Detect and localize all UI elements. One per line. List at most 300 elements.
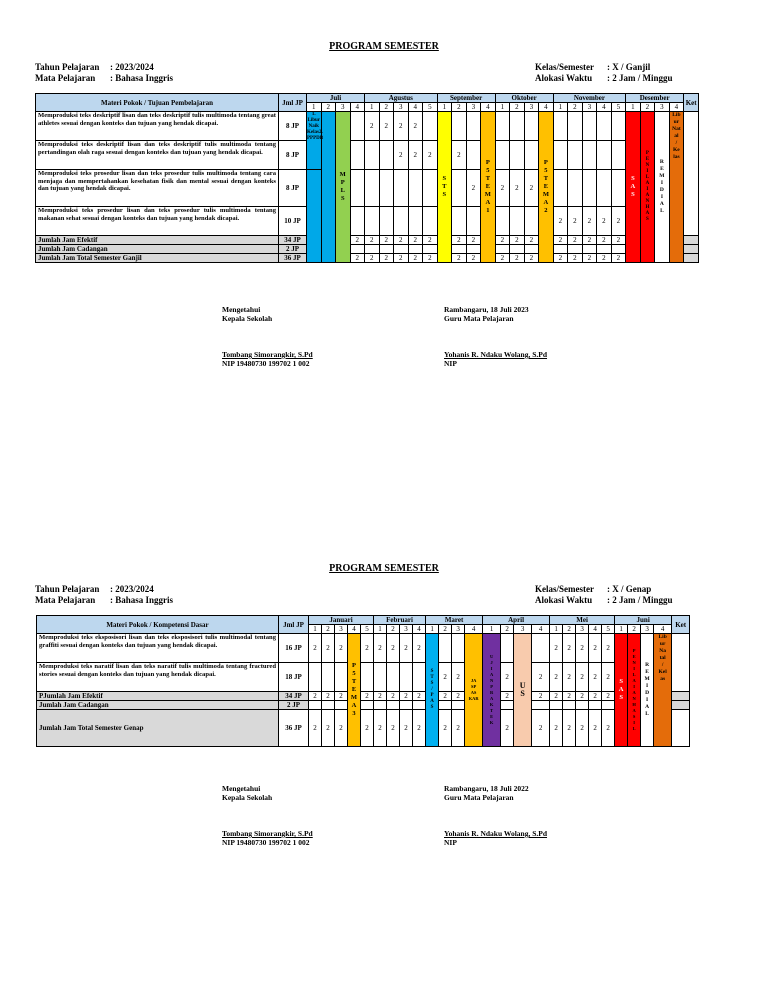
- value-cell: [322, 701, 335, 710]
- value-cell: 2: [602, 663, 615, 692]
- value-cell: [452, 112, 467, 141]
- value-cell: 2: [408, 254, 423, 263]
- value-cell: 2: [452, 663, 465, 692]
- kepala-label: Kepala Sekolah: [222, 314, 273, 323]
- value-cell: 2: [576, 663, 589, 692]
- value-cell: [379, 141, 394, 170]
- value-cell: 2: [550, 663, 563, 692]
- total-label: Jumlah Jam Efektif: [36, 236, 279, 245]
- week-cell: 1: [553, 103, 568, 112]
- value-cell: 2: [563, 634, 576, 663]
- value-cell: 2: [510, 254, 525, 263]
- value-cell: [510, 141, 525, 170]
- value-cell: 2: [361, 634, 374, 663]
- mapel-label: Mata Pelajaran: [35, 73, 96, 83]
- value-cell: [501, 634, 514, 663]
- month-header: Juni: [615, 616, 672, 625]
- value-cell: [408, 207, 423, 236]
- value-cell: [597, 141, 612, 170]
- total-row: [36, 236, 699, 245]
- value-cell: [532, 701, 550, 710]
- week-cell: 2: [321, 103, 336, 112]
- week-cell: 1: [307, 103, 322, 112]
- value-cell: 2: [524, 170, 539, 207]
- row-description: Memproduksi teks prosedur lisan dan teks prosedur tulis multimoda tentang makanan sehat sesuai dengan konteks dan tujuan yang hendak dicapai.: [36, 207, 279, 236]
- page-title-genap: PROGRAM SEMESTER: [329, 563, 439, 574]
- value-cell: [394, 207, 409, 236]
- value-cell: [466, 207, 481, 236]
- value-cell: 2: [532, 710, 550, 747]
- value-cell: [350, 112, 365, 141]
- month-header: Oktober: [495, 94, 553, 103]
- value-cell: 2: [365, 254, 380, 263]
- tahun-label: Tahun Pelajaran: [35, 62, 100, 72]
- alokasi-value: : 2 Jam / Minggu: [607, 73, 673, 83]
- value-cell: [582, 112, 597, 141]
- value-cell: 2: [350, 236, 365, 245]
- value-cell: [374, 701, 387, 710]
- value-cell: [582, 245, 597, 254]
- libur-natal-cell: Lib ur Na tal / Kel as: [654, 634, 672, 747]
- value-cell: 2: [335, 710, 348, 747]
- value-cell: [350, 170, 365, 207]
- value-cell: [466, 245, 481, 254]
- week-cell: 5: [602, 625, 615, 634]
- signature-left-genap: [222, 784, 313, 847]
- value-cell: 2: [379, 112, 394, 141]
- value-cell: [597, 170, 612, 207]
- value-cell: 2: [322, 634, 335, 663]
- alokasi-label: Alokasi Waktu: [535, 595, 593, 605]
- value-cell: [611, 141, 626, 170]
- value-cell: [553, 112, 568, 141]
- value-cell: [501, 701, 514, 710]
- guru-nama: Yohanis R. Ndaku Wolang, S.Pd: [444, 829, 548, 838]
- guru-label: Guru Mata Pelajaran: [444, 793, 514, 802]
- value-cell: [361, 701, 374, 710]
- month-header: September: [437, 94, 495, 103]
- value-cell: 2: [602, 710, 615, 747]
- value-cell: [452, 245, 467, 254]
- value-cell: 2: [576, 710, 589, 747]
- libur-natal-cell: Lib ur Nat al / Ke las: [669, 112, 684, 263]
- value-cell: [532, 634, 550, 663]
- guru-nama: Yohanis R. Ndaku Wolang, S.Pd: [444, 350, 548, 359]
- value-cell: [335, 701, 348, 710]
- week-cell: 5: [423, 103, 438, 112]
- week-cell: 4: [532, 625, 550, 634]
- header-info-left-ganjil: [35, 62, 173, 84]
- value-cell: 2: [394, 112, 409, 141]
- p5-tema3-cell: P 5 T E M A 3: [348, 634, 361, 747]
- week-cell: 4: [408, 103, 423, 112]
- ket-cell: [672, 634, 690, 692]
- week-cell: 5: [611, 103, 626, 112]
- value-cell: 2: [495, 170, 510, 207]
- week-cell: 2: [628, 625, 641, 634]
- value-cell: 2: [394, 236, 409, 245]
- week-cell: 4: [465, 625, 483, 634]
- week-cell: 4: [589, 625, 602, 634]
- value-cell: 2: [553, 254, 568, 263]
- value-cell: 2: [335, 692, 348, 701]
- tahun-label: Tahun Pelajaran: [35, 584, 100, 594]
- row-jp: 10 JP: [279, 207, 307, 236]
- value-cell: [365, 245, 380, 254]
- week-cell: 4: [669, 103, 684, 112]
- p5-tema2-cell: P 5 T E M A 2: [539, 112, 554, 263]
- total-row: [37, 692, 690, 701]
- value-cell: 2: [582, 236, 597, 245]
- value-cell: [322, 663, 335, 692]
- value-cell: [423, 207, 438, 236]
- value-cell: 2: [439, 663, 452, 692]
- value-cell: [553, 141, 568, 170]
- row-description: Memproduksi teks deskriptif lisan dan teks deskriptif tulis multimoda tentang pertandingan olah raga sesuai dengan konteks dan tujuan yang hendak dicapai.: [36, 141, 279, 170]
- value-cell: 2: [387, 692, 400, 701]
- value-cell: 2: [597, 236, 612, 245]
- value-cell: [387, 701, 400, 710]
- week-cell: 3: [394, 103, 409, 112]
- value-cell: [553, 170, 568, 207]
- week-cell: 1: [483, 625, 501, 634]
- month-header: Juli: [307, 94, 365, 103]
- value-cell: 2: [576, 692, 589, 701]
- total-row: [37, 710, 690, 747]
- value-cell: [568, 141, 583, 170]
- week-cell: 3: [466, 103, 481, 112]
- value-cell: [413, 663, 426, 692]
- schedule-table-genap: [36, 615, 690, 747]
- week-cell: 2: [568, 103, 583, 112]
- tempat-tanggal: Rambangaru, 18 Juli 2022: [444, 784, 529, 793]
- value-cell: 2: [374, 710, 387, 747]
- value-cell: [611, 112, 626, 141]
- value-cell: [400, 663, 413, 692]
- value-cell: [550, 701, 563, 710]
- value-cell: [589, 701, 602, 710]
- total-jp: 34 JP: [279, 692, 309, 701]
- col-materi-header: Materi Pokok / Kompetensi Dasar: [37, 616, 279, 634]
- value-cell: 2: [365, 112, 380, 141]
- ket-cell: [672, 710, 690, 747]
- value-cell: 2: [597, 207, 612, 236]
- value-cell: 2: [452, 236, 467, 245]
- week-cell: 3: [452, 625, 465, 634]
- week-cell: 3: [524, 103, 539, 112]
- month-header: November: [553, 94, 626, 103]
- month-header: April: [483, 616, 550, 625]
- value-cell: 2: [394, 141, 409, 170]
- value-cell: 2: [309, 710, 322, 747]
- week-cell: 3: [641, 625, 654, 634]
- value-cell: 2: [466, 170, 481, 207]
- week-cell: 1: [437, 103, 452, 112]
- week-cell: 3: [514, 625, 532, 634]
- col-jml-header: Jml JP: [279, 616, 309, 634]
- value-cell: 2: [413, 710, 426, 747]
- ket-cell: [672, 692, 690, 701]
- total-row: [37, 701, 690, 710]
- sas-cell: S A S: [615, 634, 628, 747]
- row-jp: 16 JP: [279, 634, 309, 663]
- value-cell: [309, 663, 322, 692]
- value-cell: 2: [466, 236, 481, 245]
- value-cell: 2: [563, 692, 576, 701]
- kelas-value: : X / Ganjil: [607, 62, 651, 72]
- total-row: [36, 254, 699, 263]
- col-materi-header: Materi Pokok / Tujuan Pembelajaran: [36, 94, 279, 112]
- value-cell: 2: [466, 254, 481, 263]
- week-cell: 3: [655, 103, 670, 112]
- value-cell: [350, 207, 365, 236]
- month-header: Desember: [626, 94, 684, 103]
- week-cell: 3: [335, 625, 348, 634]
- guru-nip: NIP: [444, 838, 457, 847]
- libur-kenaikan-cell: 1. Libur Naik Kelas2. PPPDB: [307, 112, 322, 170]
- value-cell: 2: [400, 634, 413, 663]
- total-label: Jumlah Jam Total Semester Genap: [37, 710, 279, 747]
- value-cell: 2: [322, 692, 335, 701]
- month-header: Januari: [309, 616, 374, 625]
- value-cell: [394, 170, 409, 207]
- month-header: Maret: [426, 616, 483, 625]
- value-cell: [495, 112, 510, 141]
- value-cell: 2: [532, 692, 550, 701]
- kepala-nama: Tombang Simorangkir, S.Pd: [222, 350, 313, 359]
- value-cell: 2: [582, 207, 597, 236]
- value-cell: 2: [361, 692, 374, 701]
- penilaian-cell: P E N I L A I A N H A S I L: [628, 634, 641, 747]
- value-cell: [553, 245, 568, 254]
- ket-cell: [684, 245, 699, 254]
- jaspas-cell: JA SP AS KAR: [465, 634, 483, 747]
- value-cell: [524, 112, 539, 141]
- alokasi-value: : 2 Jam / Minggu: [607, 595, 673, 605]
- row-description: Memproduksi teks eksposisori lisan dan teks eksposisori tulis multimodal tentang graffiti sesuai dengan konteks dan tujuan yang hendak dicapai.: [37, 634, 279, 663]
- value-cell: 2: [439, 710, 452, 747]
- value-cell: [423, 112, 438, 141]
- week-cell: 2: [379, 103, 394, 112]
- total-label: Jumlah Jam Cadangan: [36, 245, 279, 254]
- value-cell: [602, 701, 615, 710]
- value-cell: 2: [452, 141, 467, 170]
- value-cell: [495, 141, 510, 170]
- sts-cell: S T S: [437, 112, 452, 263]
- value-cell: [350, 245, 365, 254]
- week-cell: 3: [336, 103, 351, 112]
- value-cell: 2: [423, 254, 438, 263]
- week-cell: 2: [640, 103, 655, 112]
- mapel-value: : Bahasa Inggris: [110, 595, 174, 605]
- row-jp: 8 JP: [279, 170, 307, 207]
- table-row: [36, 112, 699, 141]
- value-cell: [365, 170, 380, 207]
- value-cell: [597, 112, 612, 141]
- value-cell: [350, 141, 365, 170]
- schedule-table-ganjil: [35, 93, 699, 263]
- week-cell: 2: [439, 625, 452, 634]
- value-cell: [309, 701, 322, 710]
- row-description: Memproduksi teks prosedur lisan dan teks prosedur tulis multimoda tentang cara menjaga dan mempertahankan kesehatan fisik dan mental sesuai dengan konteks dan tujuan yang hendak dicapai.: [36, 170, 279, 207]
- sas-cell: S A S: [626, 112, 641, 263]
- value-cell: 2: [589, 634, 602, 663]
- value-cell: [335, 663, 348, 692]
- guru-label: Guru Mata Pelajaran: [444, 314, 514, 323]
- value-cell: [387, 663, 400, 692]
- value-cell: [413, 701, 426, 710]
- table-row: [37, 634, 690, 663]
- value-cell: 2: [335, 634, 348, 663]
- col-ket-header: Ket: [684, 94, 699, 112]
- header-info-right-genap: [535, 584, 673, 606]
- kelas-value: : X / Genap: [607, 584, 652, 594]
- total-jp: 36 JP: [279, 254, 307, 263]
- value-cell: 2: [413, 634, 426, 663]
- value-cell: 2: [524, 254, 539, 263]
- value-cell: 2: [510, 170, 525, 207]
- ket-cell: [684, 236, 699, 245]
- value-cell: 2: [611, 236, 626, 245]
- value-cell: 2: [495, 236, 510, 245]
- mapel-value: : Bahasa Inggris: [110, 73, 174, 83]
- week-cell: 1: [626, 103, 641, 112]
- p5-tema1-cell: P 5 T E M A 1: [481, 112, 496, 263]
- week-cell: 4: [481, 103, 496, 112]
- value-cell: 2: [576, 634, 589, 663]
- page-title-ganjil: PROGRAM SEMESTER: [329, 41, 439, 52]
- value-cell: [374, 663, 387, 692]
- value-cell: 2: [501, 663, 514, 692]
- value-cell: [611, 170, 626, 207]
- value-cell: 2: [309, 634, 322, 663]
- value-cell: [452, 207, 467, 236]
- table-row: [36, 170, 699, 207]
- kelas-label: Kelas/Semester: [535, 584, 594, 594]
- value-cell: [597, 245, 612, 254]
- value-cell: 2: [408, 141, 423, 170]
- header-info-right-ganjil: [535, 62, 673, 84]
- tempat-tanggal: Rambangaru, 18 Juli 2023: [444, 305, 529, 314]
- value-cell: 2: [387, 710, 400, 747]
- value-cell: 2: [582, 254, 597, 263]
- value-cell: [361, 663, 374, 692]
- tahun-value: : 2023/2024: [110, 584, 154, 594]
- value-cell: [379, 170, 394, 207]
- total-jp: 2 JP: [279, 245, 307, 254]
- value-cell: 2: [611, 254, 626, 263]
- week-cell: 5: [361, 625, 374, 634]
- table-row: [36, 141, 699, 170]
- value-cell: 2: [374, 634, 387, 663]
- remidial-cell: R E M I D I A L: [655, 112, 670, 263]
- kepala-nama: Tombang Simorangkir, S.Pd: [222, 829, 313, 838]
- sts-pas-cell: S T S / P A S: [426, 634, 439, 747]
- us-cell: U S: [514, 634, 532, 747]
- value-cell: [568, 170, 583, 207]
- alokasi-label: Alokasi Waktu: [535, 73, 593, 83]
- value-cell: [510, 112, 525, 141]
- total-jp: 2 JP: [279, 701, 309, 710]
- week-cell: 3: [582, 103, 597, 112]
- value-cell: [582, 170, 597, 207]
- week-cell: 4: [597, 103, 612, 112]
- value-cell: [563, 701, 576, 710]
- value-cell: 2: [394, 254, 409, 263]
- value-cell: 2: [553, 207, 568, 236]
- value-cell: [524, 141, 539, 170]
- total-jp: 34 JP: [279, 236, 307, 245]
- penilaian-cell: P E N I L A I A N H A S: [640, 112, 655, 263]
- value-cell: 2: [374, 692, 387, 701]
- ket-cell: [672, 701, 690, 710]
- week-cell: 3: [400, 625, 413, 634]
- value-cell: [495, 245, 510, 254]
- col-jml-header: Jml JP: [279, 94, 307, 112]
- mengetahui-label: Mengetahui: [222, 784, 261, 793]
- remidial-cell: R E M I D I A L: [641, 634, 654, 747]
- signature-right-genap: [444, 784, 547, 847]
- signature-left-ganjil: [222, 305, 313, 368]
- value-cell: 2: [379, 236, 394, 245]
- value-cell: 2: [423, 236, 438, 245]
- value-cell: 2: [452, 692, 465, 701]
- week-cell: 2: [322, 625, 335, 634]
- kepala-nip: NIP 19480730 199702 1 002: [222, 359, 310, 368]
- value-cell: [568, 245, 583, 254]
- value-cell: [466, 141, 481, 170]
- week-cell: 1: [615, 625, 628, 634]
- value-cell: [568, 112, 583, 141]
- value-cell: 2: [550, 692, 563, 701]
- week-cell: 1: [495, 103, 510, 112]
- table-row: [36, 207, 699, 236]
- value-cell: [510, 207, 525, 236]
- total-row: [36, 245, 699, 254]
- value-cell: [408, 170, 423, 207]
- value-cell: [394, 245, 409, 254]
- value-cell: 2: [550, 634, 563, 663]
- value-cell: [582, 141, 597, 170]
- value-cell: 2: [602, 634, 615, 663]
- total-jp: 36 JP: [279, 710, 309, 747]
- mpls-cell: M P L S: [336, 112, 351, 263]
- value-cell: [408, 245, 423, 254]
- week-cell: 1: [374, 625, 387, 634]
- kepala-label: Kepala Sekolah: [222, 793, 273, 802]
- week-cell: 4: [654, 625, 672, 634]
- guru-nip: NIP: [444, 359, 457, 368]
- week-cell: 2: [510, 103, 525, 112]
- value-cell: 2: [501, 710, 514, 747]
- value-cell: [452, 170, 467, 207]
- value-cell: 2: [553, 236, 568, 245]
- week-cell: 2: [387, 625, 400, 634]
- month-header: Mei: [550, 616, 615, 625]
- week-cell: 3: [576, 625, 589, 634]
- week-cell: 4: [348, 625, 361, 634]
- value-cell: 2: [550, 710, 563, 747]
- value-cell: [379, 207, 394, 236]
- blue-block: [307, 170, 322, 263]
- row-jp: 8 JP: [279, 141, 307, 170]
- value-cell: 2: [568, 207, 583, 236]
- value-cell: [576, 701, 589, 710]
- value-cell: [379, 245, 394, 254]
- value-cell: [423, 170, 438, 207]
- row-jp: 8 JP: [279, 112, 307, 141]
- value-cell: 2: [309, 692, 322, 701]
